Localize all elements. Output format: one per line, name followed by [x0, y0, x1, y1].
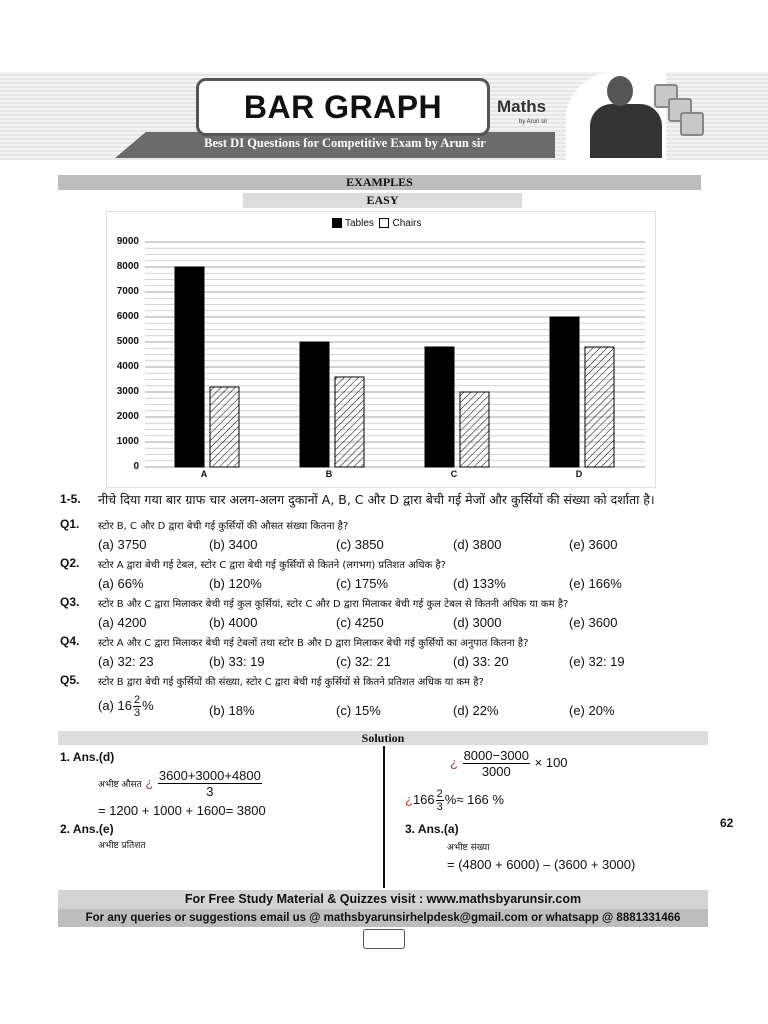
option: (c) 15% — [336, 703, 381, 718]
footer-contact[interactable]: For any queries or suggestions email us @ mathsbyarunsirhelpdesk@gmail.com or whatsapp @ 8881331466 — [58, 909, 708, 927]
y-tick-label: 6000 — [116, 311, 139, 322]
solution-2-result-symbol: ¿ — [405, 791, 413, 807]
option: (b) 18% — [209, 703, 255, 718]
option: (a) 32: 23 — [98, 654, 154, 669]
option: (d) 133% — [453, 576, 506, 591]
question-intro: नीचे दिया गया बार ग्राफ चार अलग-अलग दुकानों A, B, C और D द्वारा बेची गई मेजों और कुर्सियों की संख्या को दर्शाता है। — [98, 492, 655, 507]
solution-1-expression — [98, 768, 263, 799]
fraction — [133, 694, 141, 719]
x-tick-label: C — [450, 469, 458, 479]
bar-tables-c — [425, 347, 454, 467]
solution-2-result — [405, 788, 504, 813]
fraction-numerator: 3600+3000+4800 — [158, 768, 261, 783]
fraction — [463, 748, 530, 779]
solution-1-symbol: ¿ — [145, 774, 154, 790]
y-tick-label: 4000 — [116, 361, 139, 372]
fraction-denominator: 3 — [436, 801, 443, 813]
fraction-denominator: 3000 — [481, 764, 511, 779]
page-title: BAR GRAPH — [196, 78, 490, 136]
bar-tables-b — [300, 342, 329, 467]
question-range: 1-5. — [60, 492, 81, 506]
solution-3-expression: = (4800 + 6000) – (3600 + 3000) — [447, 857, 636, 872]
option: (c) 3850 — [336, 537, 384, 552]
bar-chart — [0, 0, 768, 500]
option: (a) 66% — [98, 576, 144, 591]
bar-tables-a — [175, 267, 204, 467]
question-text: स्टोर B, C और D द्वारा बेची गई कुर्सियों की औसत संख्या कितना है? — [98, 521, 349, 532]
fraction — [436, 788, 444, 813]
option: (a) 3750 — [98, 537, 147, 552]
answer-3: 3. Ans.(a) — [405, 822, 459, 836]
solution-2-symbol: ¿ — [450, 754, 458, 770]
question-text: स्टोर B और C द्वारा मिलाकर बेची गई कुल कुर्सियां, स्टोर C और D द्वारा मिलाकर बेची गई कुल टेबल से कितनी अधिक या कम है? — [98, 599, 569, 610]
option: (b) 120% — [209, 576, 262, 591]
option-prefix: (a) 16 — [98, 697, 132, 713]
y-tick-label: 7000 — [116, 286, 139, 297]
solution-3-label: अभीष्ट संख्या — [447, 843, 490, 853]
option: (e) 32: 19 — [569, 654, 625, 669]
x-tick-label: A — [200, 469, 208, 479]
bar-chairs-a — [210, 387, 239, 467]
page-number: 62 — [720, 816, 734, 830]
easy-heading: EASY — [243, 193, 522, 208]
y-tick-label: 3000 — [116, 386, 139, 397]
option: (c) 4250 — [336, 615, 384, 630]
option: (c) 32: 21 — [336, 654, 391, 669]
option: (e) 3600 — [569, 537, 618, 552]
option: (e) 20% — [569, 703, 615, 718]
question-number: Q2. — [60, 556, 80, 570]
solution-2-expression — [450, 748, 568, 779]
y-tick-label: 1000 — [116, 436, 139, 447]
option-fraction — [98, 694, 154, 719]
question-number: Q5. — [60, 673, 80, 687]
option: (d) 3800 — [453, 537, 502, 552]
fraction-denominator: 3 — [133, 707, 141, 719]
y-tick-label: 0 — [133, 461, 139, 472]
y-tick-label: 8000 — [116, 261, 139, 272]
question-text: स्टोर B द्वारा बेची गई कुर्सियों की संख्या, स्टोर C द्वारा बेची गई कुर्सियों से कितने प्रतिशत अधिक या कम है? — [98, 677, 484, 688]
fraction-numerator: 2 — [436, 788, 443, 800]
legend-label-chairs: Chairs — [392, 218, 422, 229]
option: (d) 22% — [453, 703, 499, 718]
logo-text: Maths — [497, 97, 547, 116]
solution-heading: Solution — [58, 731, 708, 745]
logo-subtext: by Arun sir — [519, 119, 548, 125]
fraction-denominator: 3 — [206, 784, 214, 799]
option: (a) 4200 — [98, 615, 147, 630]
answer-2: 2. Ans.(e) — [60, 822, 114, 836]
solution-2-label: अभीष्ट प्रतिशत — [98, 841, 146, 851]
solution-1-label: अभीष्ट औसत — [98, 778, 142, 789]
solution-1-result: = 1200 + 1000 + 1600= 3800 — [98, 803, 266, 818]
question-number: Q3. — [60, 595, 80, 609]
fraction-numerator: 2 — [133, 694, 141, 706]
option: (b) 33: 19 — [209, 654, 265, 669]
y-tick-label: 2000 — [116, 411, 139, 422]
page-box — [363, 929, 405, 949]
option: (e) 166% — [569, 576, 622, 591]
solution-divider — [383, 746, 385, 888]
footer-website[interactable]: For Free Study Material & Quizzes visit : www.mathsbyarunsir.com — [58, 890, 708, 909]
x-tick-label: B — [325, 469, 333, 479]
fraction — [158, 768, 262, 799]
solution-2-multiplier: × 100 — [534, 754, 568, 770]
option-suffix: % — [142, 697, 154, 713]
question-number: Q1. — [60, 517, 80, 531]
bar-tables-d — [550, 317, 579, 467]
option: (d) 33: 20 — [453, 654, 509, 669]
legend-label-tables: Tables — [345, 218, 374, 229]
option: (e) 3600 — [569, 615, 618, 630]
bar-chairs-c — [460, 392, 489, 467]
y-tick-label: 9000 — [116, 236, 139, 247]
bar-chairs-b — [335, 377, 364, 467]
solution-2-whole: 166 — [412, 791, 435, 807]
question-text: स्टोर A और C द्वारा मिलाकर बेची गई टेबलों तथा स्टोर B और D द्वारा मिलाकर बेची गई कुर्सियों का अनुपात कितना है? — [98, 638, 529, 649]
bar-chairs-d — [585, 347, 614, 467]
answer-1: 1. Ans.(d) — [60, 750, 115, 764]
fraction-numerator: 8000−3000 — [463, 748, 530, 763]
x-tick-label: D — [575, 469, 583, 479]
question-text: स्टोर A द्वारा बेची गई टेबल, स्टोर C द्वारा बेची गई कुर्सियों से कितने (लगभग) प्रतिशत अधिक है? — [98, 560, 446, 571]
examples-heading: EXAMPLES — [58, 175, 701, 190]
option: (b) 3400 — [209, 537, 258, 552]
option: (b) 4000 — [209, 615, 258, 630]
solution-2-tail: %≈ 166 % — [444, 791, 504, 807]
page-subtitle: Best DI Questions for Competitive Exam by Arun sir — [204, 136, 486, 150]
question-number: Q4. — [60, 634, 80, 648]
y-tick-label: 5000 — [116, 336, 139, 347]
option: (c) 175% — [336, 576, 389, 591]
option: (d) 3000 — [453, 615, 502, 630]
